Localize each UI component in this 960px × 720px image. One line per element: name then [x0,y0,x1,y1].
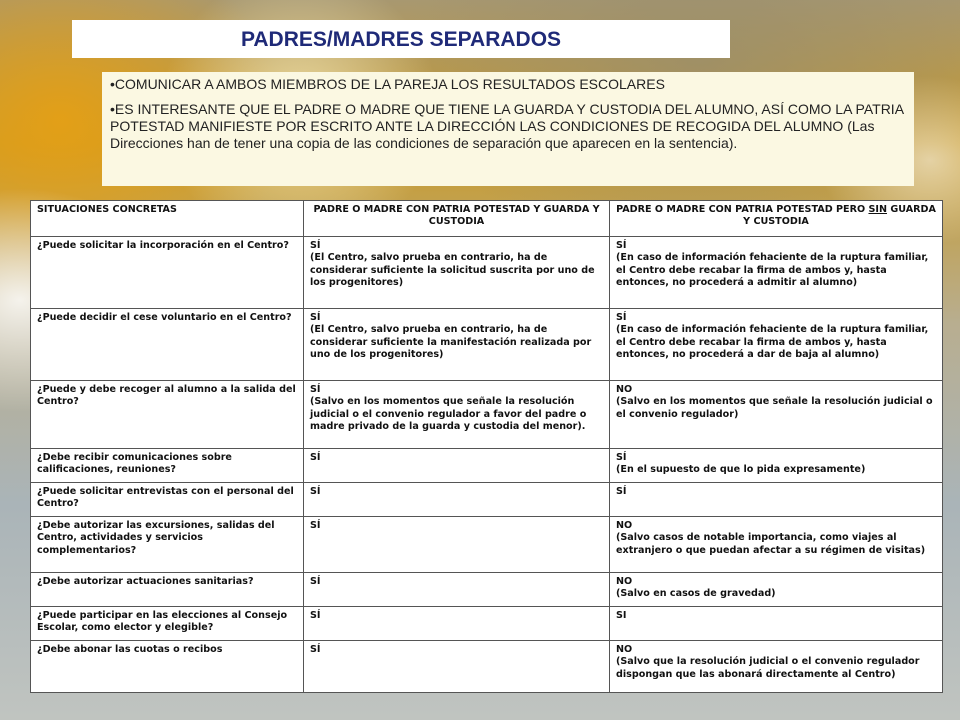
with-custody-cell: SÍ [304,607,610,641]
without-custody-cell: SÍ (En caso de información fehaciente de la ruptura familiar, el Centro debe recabar la firma de ambos y, hasta entonces, no procederá a admitir al alumno) [610,237,943,309]
header-situations: SITUACIONES CONCRETAS [31,201,304,237]
table-row [31,517,943,573]
table-row [31,483,943,517]
with-custody-cell: SÍ [304,449,610,483]
with-custody-cell: SÍ (El Centro, salvo prueba en contrario, ha de considerar suficiente la manifestación realizada por uno de los progenitores) [304,309,610,381]
table-row [31,573,943,607]
header-without-custody [610,201,943,237]
table-row [31,607,943,641]
without-custody-cell: SÍ [610,483,943,517]
header-without-custody-sin: SIN [868,204,887,215]
without-custody-cell: NO (Salvo casos de notable importancia, como viajes al extranjero o que puedan afectar a su régimen de visitas) [610,517,943,573]
header-without-custody-post: GUARDA Y CUSTODIA [743,204,936,228]
info-bullet: •COMUNICAR A AMBOS MIEMBROS DE LA PAREJA LOS RESULTADOS ESCOLARES [110,76,665,92]
info-box [102,72,914,186]
without-custody-cell: SÍ (En caso de información fehaciente de la ruptura familiar, el Centro debe recabar la firma de ambos y, hasta entonces, no procederá a dar de baja al alumno) [610,309,943,381]
situation-cell: ¿Puede y debe recoger al alumno a la salida del Centro? [31,381,304,449]
with-custody-cell: SÍ [304,573,610,607]
with-custody-cell: SÍ [304,641,610,693]
situation-cell: ¿Puede participar en las elecciones al Consejo Escolar, como elector y elegible? [31,607,304,641]
table-header-row [31,201,943,237]
with-custody-cell: SÍ [304,517,610,573]
table-row [31,449,943,483]
table-row [31,381,943,449]
header-with-custody: PADRE O MADRE CON PATRIA POTESTAD Y GUARDA Y CUSTODIA [304,201,610,237]
without-custody-cell: NO (Salvo que la resolución judicial o el convenio regulador dispongan que las abonará directamente al Centro) [610,641,943,693]
without-custody-cell: NO (Salvo en casos de gravedad) [610,573,943,607]
title-banner [72,20,730,58]
situation-cell: ¿Puede solicitar la incorporación en el Centro? [31,237,304,309]
with-custody-cell: SÍ [304,483,610,517]
header-without-custody-pre: PADRE O MADRE CON PATRIA POTESTAD PERO [616,204,869,215]
situations-table [30,200,943,693]
with-custody-cell: SÍ (El Centro, salvo prueba en contrario, ha de considerar suficiente la solicitud suscrita por uno de los progenitores) [304,237,610,309]
with-custody-cell: SÍ (Salvo en los momentos que señale la resolución judicial o el convenio regulador a favor del padre o madre privado de la guarda y custodia del menor). [304,381,610,449]
situation-cell: ¿Debe autorizar actuaciones sanitarias? [31,573,304,607]
info-bullet: •ES INTERESANTE QUE EL PADRE O MADRE QUE TIENE LA GUARDA Y CUSTODIA DEL ALUMNO, ASÍ COMO LA PATRIA POTESTAD MANIFIESTE POR ESCRITO ANTE LA DIRECCIÓN LAS CONDICIONES DE RECOGIDA DEL ALUMNO (Las Direcciones han de tener una copia de las condiciones de separación que aparecen en la sentencia). [110,101,904,151]
table-row [31,641,943,693]
situation-cell: ¿Debe autorizar las excursiones, salidas del Centro, actividades y servicios complementarios? [31,517,304,573]
without-custody-cell: SÍ (En el supuesto de que lo pida expresamente) [610,449,943,483]
situation-cell: ¿Debe recibir comunicaciones sobre calificaciones, reuniones? [31,449,304,483]
table-row [31,237,943,309]
situation-cell: ¿Puede solicitar entrevistas con el personal del Centro? [31,483,304,517]
page-title: PADRES/MADRES SEPARADOS [240,28,562,51]
situation-cell: ¿Debe abonar las cuotas o recibos [31,641,304,693]
situation-cell: ¿Puede decidir el cese voluntario en el Centro? [31,309,304,381]
without-custody-cell: NO (Salvo en los momentos que señale la resolución judicial o el convenio regulador) [610,381,943,449]
without-custody-cell: SI [610,607,943,641]
table-row [31,309,943,381]
